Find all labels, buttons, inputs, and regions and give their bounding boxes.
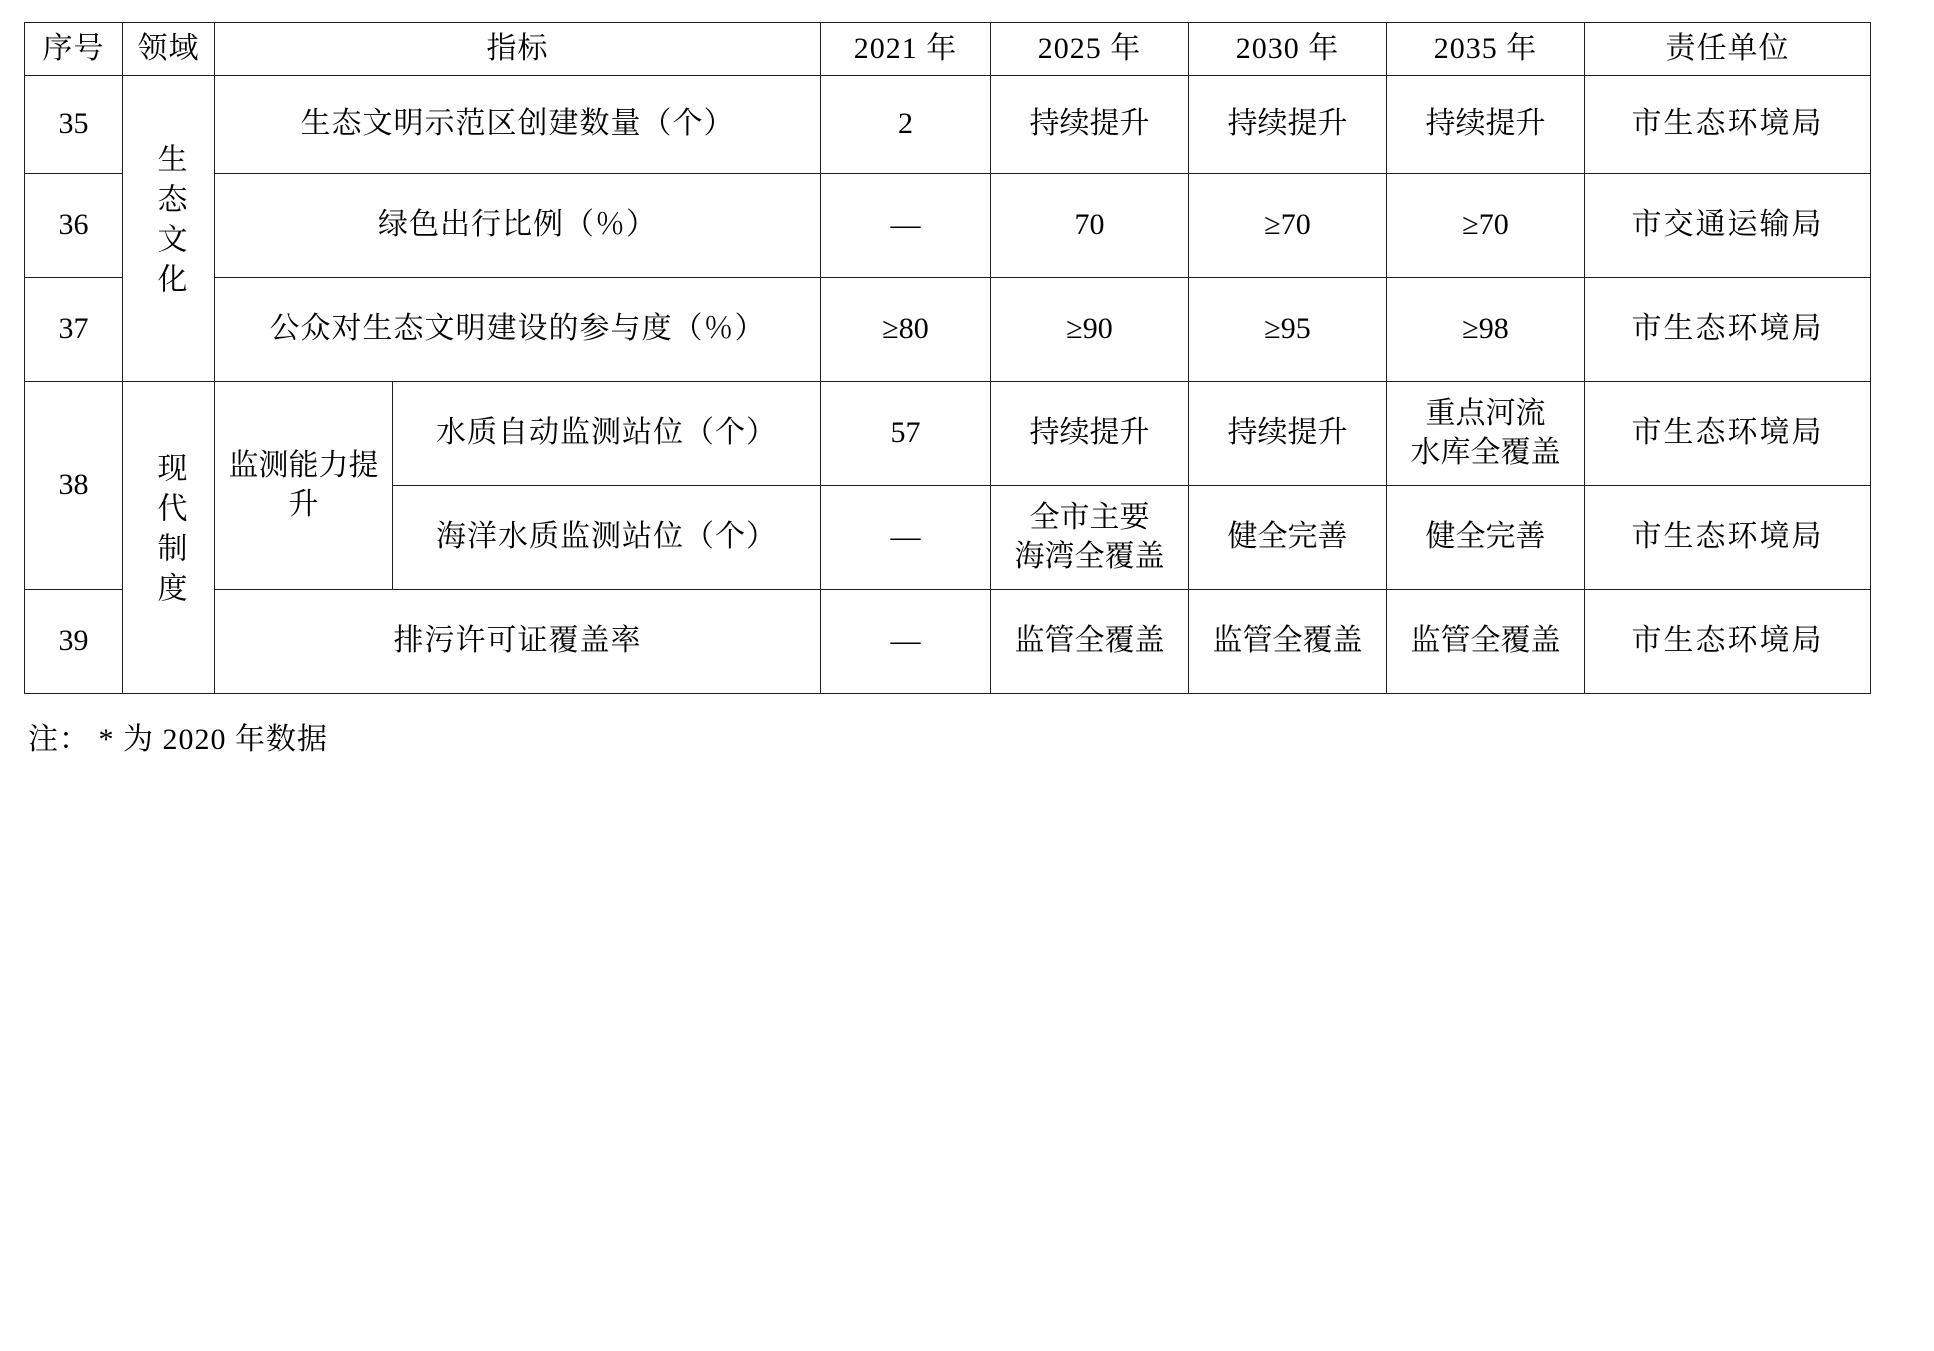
row-2035 [1387, 381, 1585, 485]
row-indicator: 公众对生态文明建设的参与度（％） [215, 277, 821, 381]
row-2025: 70 [991, 173, 1189, 277]
row-2030: ≥95 [1189, 277, 1387, 381]
table-header-row [25, 23, 1871, 76]
row-unit: 市生态环境局 [1585, 75, 1871, 173]
header-field: 领域 [123, 23, 215, 76]
header-2021: 2021 年 [821, 23, 991, 76]
row-2021: 57 [821, 381, 991, 485]
row-2035: 健全完善 [1387, 485, 1585, 589]
row-seq: 36 [25, 173, 123, 277]
row-2021: — [821, 485, 991, 589]
field-group-modern-system [123, 381, 215, 693]
row-2025: ≥90 [991, 277, 1189, 381]
row-unit: 市生态环境局 [1585, 485, 1871, 589]
header-2025: 2025 年 [991, 23, 1189, 76]
row-unit: 市生态环境局 [1585, 381, 1871, 485]
row-unit: 市交通运输局 [1585, 173, 1871, 277]
field-group-label: 生态文化 [152, 142, 186, 303]
row-2025: 持续提升 [991, 75, 1189, 173]
row-indicator: 排污许可证覆盖率 [215, 589, 821, 693]
row-unit: 市生态环境局 [1585, 277, 1871, 381]
row-2035: 持续提升 [1387, 75, 1585, 173]
field-group-label: 现代制度 [152, 451, 186, 612]
row-2035-line2: 水库全覆盖 [1410, 436, 1561, 470]
row-indicator: 水质自动监测站位（个） [393, 381, 821, 485]
table-body [25, 75, 1871, 693]
field-group-ecological-culture [123, 75, 215, 381]
row-indicator: 海洋水质监测站位（个） [393, 485, 821, 589]
table-row [25, 381, 1871, 485]
row-seq: 35 [25, 75, 123, 173]
subgroup-label: 监测能力提升 [215, 381, 393, 589]
table-row [25, 589, 1871, 693]
row-2030: ≥70 [1189, 173, 1387, 277]
header-seq: 序号 [25, 23, 123, 76]
row-2025: 监管全覆盖 [991, 589, 1189, 693]
table-row [25, 75, 1871, 173]
row-2035: 监管全覆盖 [1387, 589, 1585, 693]
row-2035-line1: 重点河流 [1425, 396, 1546, 430]
row-2035: ≥70 [1387, 173, 1585, 277]
table-row [25, 277, 1871, 381]
row-2030: 健全完善 [1189, 485, 1387, 589]
row-2021: — [821, 173, 991, 277]
row-2021: 2 [821, 75, 991, 173]
table-header [25, 23, 1871, 76]
row-2025-line2: 海湾全覆盖 [1014, 540, 1165, 574]
row-2030: 监管全覆盖 [1189, 589, 1387, 693]
row-2025 [991, 485, 1189, 589]
row-seq: 37 [25, 277, 123, 381]
table-row [25, 173, 1871, 277]
header-unit: 责任单位 [1585, 23, 1871, 76]
header-2030: 2030 年 [1189, 23, 1387, 76]
row-seq: 38 [25, 381, 123, 589]
row-indicator: 生态文明示范区创建数量（个） [215, 75, 821, 173]
row-2021: ≥80 [821, 277, 991, 381]
row-2030: 持续提升 [1189, 381, 1387, 485]
row-2025: 持续提升 [991, 381, 1189, 485]
row-unit: 市生态环境局 [1585, 589, 1871, 693]
row-2030: 持续提升 [1189, 75, 1387, 173]
indicator-table [24, 22, 1871, 694]
row-2025-line1: 全市主要 [1029, 500, 1150, 534]
row-2035: ≥98 [1387, 277, 1585, 381]
table-footnote: 注： * 为 2020 年数据 [28, 722, 328, 756]
row-seq: 39 [25, 589, 123, 693]
header-indicator: 指标 [215, 23, 821, 76]
row-2021: — [821, 589, 991, 693]
row-indicator: 绿色出行比例（％） [215, 173, 821, 277]
header-2035: 2035 年 [1387, 23, 1585, 76]
